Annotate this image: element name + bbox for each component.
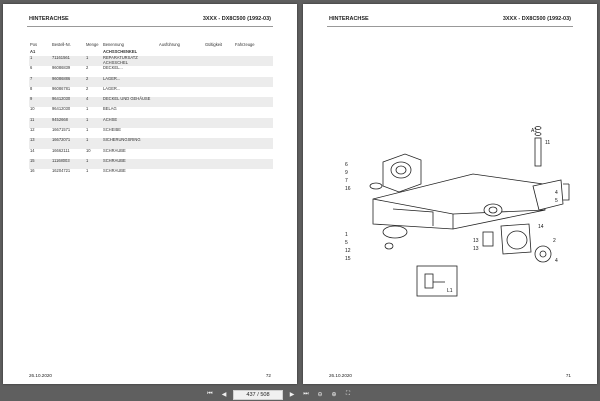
col-header-pos: Pos [30,41,38,47]
parts-table-header [29,40,273,48]
row-quantity: 1 [85,159,102,169]
row-description: LAGER... [102,77,158,87]
header-divider [27,26,273,27]
row-description: REPARATURSATZ ACHSSCHEL [102,56,158,66]
row-pos: 14 [30,147,35,153]
row-pos: 12 [30,127,35,133]
callout-label: 15 [345,256,351,262]
left-page-date: 26.10.2020 [29,373,52,378]
bushing-part [501,224,531,254]
callout-label: 6 [345,162,348,168]
row-pos: 9 [29,97,51,107]
callout-label: 11 [545,140,551,146]
header-divider [327,26,573,27]
callout-label: 5 [345,240,348,246]
row-part-number: 71161561 [51,56,85,66]
table-row [29,169,273,179]
callout-label: 9 [345,170,348,176]
first-page-icon[interactable]: ⏮ [207,391,213,397]
page-number-input[interactable]: 437 / 508 [233,390,283,400]
row-quantity: 1 [85,56,102,66]
left-page-model: 3XXX - DX8C500 (1992-03) [202,16,271,22]
exploded-view-diagram [333,114,573,304]
col-header-vehicles: Fahrzeuge [235,41,255,47]
row-description: BELAG [103,106,117,112]
col-header-validity: Gültigkeit [205,41,223,47]
pivot-part [383,226,407,238]
last-page-icon[interactable]: ⏭ [303,391,309,397]
row-part-number: 16672071 [51,138,85,148]
axle-pin-part [535,138,541,166]
row-pos: 11 [29,118,51,128]
callout-label: 12 [345,248,351,254]
row-description: DECKEL UND GEHÄUSE [102,97,158,107]
row-part-number: 11168003 [51,159,85,169]
right-page [303,4,597,384]
row-quantity: 2 [86,85,89,91]
row-quantity: 1 [85,118,102,128]
viewer-toolbar [205,389,353,400]
callout-label: 4 [555,258,558,264]
right-page-header-title: HINTERACHSE [329,16,369,22]
previous-page-icon[interactable]: ◀ [221,392,227,398]
parts-table [29,40,273,180]
row-quantity: 4 [85,97,102,107]
right-page-model: 3XXX - DX8C500 (1992-03) [502,16,571,22]
row-pos: A1 [30,48,36,54]
callout-label: 2 [553,238,556,244]
row-quantity: 1 [86,106,89,112]
row-pos: 10 [30,106,35,112]
row-description: LAGER... [103,85,121,91]
callout-label: 7 [345,178,348,184]
row-part-number: 16204721 [52,168,71,174]
row-part-number: 96086886 [51,77,85,87]
callout-label: 14 [538,224,544,230]
row-pos: 6 [30,65,33,71]
callout-label: 13 [473,246,479,252]
col-header-part-number: Bestell-Nr. [52,41,71,47]
row-description: ACHSE [102,118,158,128]
row-description: SCHRAUBE [102,159,158,169]
right-page-number: 71 [565,373,571,378]
row-quantity: 2 [85,77,102,87]
callout-label: 5 [555,198,558,204]
row-description: SCHEIBE [103,127,121,133]
zoom-in-icon[interactable]: ⊕ [331,392,337,398]
callout-label: 13 [473,238,479,244]
callout-label: 16 [345,186,351,192]
row-part-number: 96412030 [51,97,85,107]
row-quantity: 1 [86,127,89,133]
row-pos: 13 [29,138,51,148]
callout-label: 4 [555,190,558,196]
row-description: SCHRAUBE [103,168,126,174]
left-page-number: 72 [265,373,271,378]
col-header-version: Ausführung [159,41,180,47]
callout-label: A1 [531,128,538,134]
zoom-out-icon[interactable]: ⊖ [317,392,323,398]
row-description: SICHERUNGSRING [102,138,158,148]
left-page [3,4,297,384]
left-page-header-title: HINTERACHSE [29,16,69,22]
col-header-quantity: Menge [86,41,99,47]
next-page-icon[interactable]: ▶ [289,392,295,398]
row-pos: 16 [30,168,35,174]
fullscreen-icon[interactable]: ⛶ [345,391,351,397]
row-description: SCHRAUBE [103,147,126,153]
row-part-number: 96086839 [52,65,71,71]
row-part-number: 96086781 [52,85,71,91]
row-part-number: 96412030 [52,106,71,112]
row-description: ACHSSCHENKEL [103,48,138,54]
row-quantity: 10 [86,147,91,153]
callout-label: 1 [345,232,348,238]
row-pos: 15 [29,159,51,169]
row-part-number: 16662111 [52,147,70,153]
row-quantity: 1 [85,138,102,148]
row-part-number: 16671571 [52,127,71,133]
row-quantity: 2 [86,65,89,71]
row-description: DECKEL... [103,65,123,71]
row-quantity: 1 [86,168,89,174]
row-pos: 1 [29,56,51,66]
row-pos: 7 [29,77,51,87]
left-bearing-housing [383,154,421,192]
col-header-description: Benennung [103,41,124,47]
callout-label: L1 [447,288,453,294]
right-page-date: 26.10.2020 [329,373,352,378]
row-pos: 8 [30,85,33,91]
row-part-number: 9452668 [51,118,85,128]
